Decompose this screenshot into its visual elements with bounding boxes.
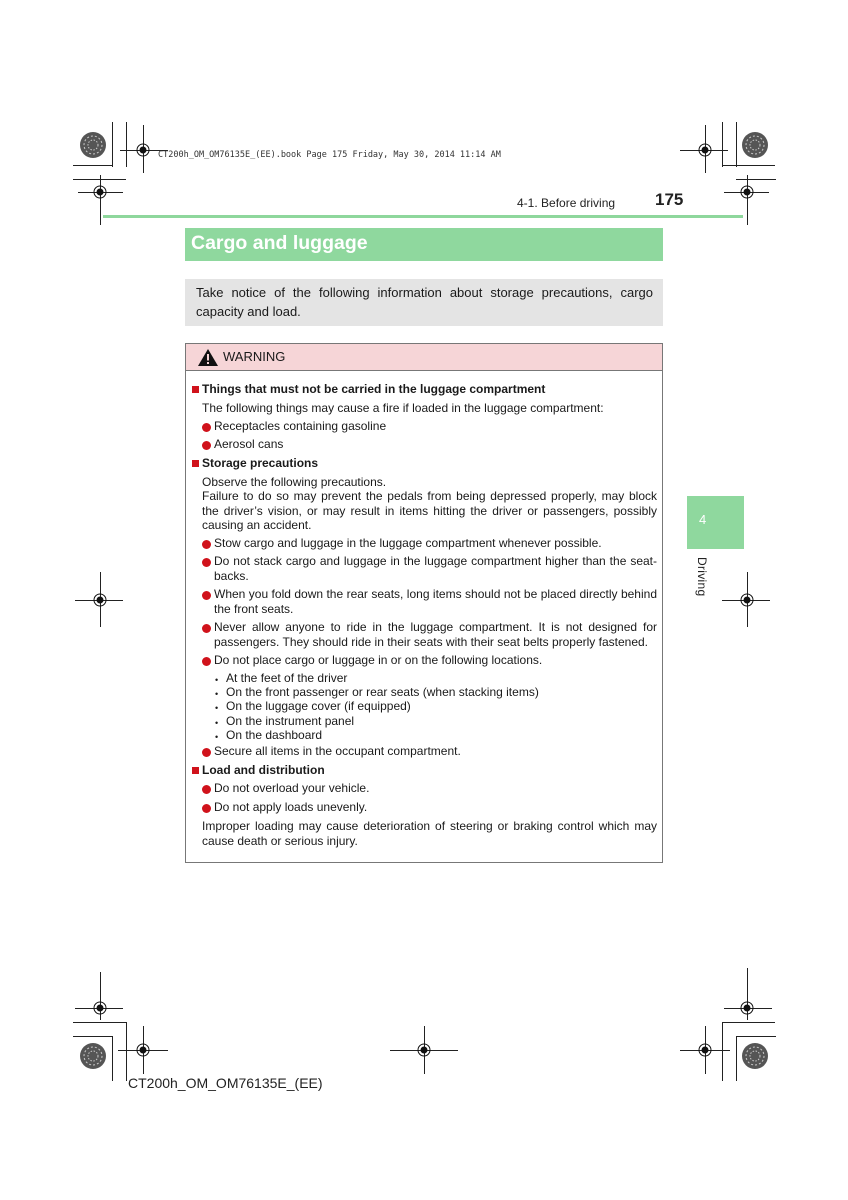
list-item: Do not apply loads unevenly. [214, 800, 368, 814]
bullet-icon [202, 558, 211, 567]
registration-mark-icon [698, 1043, 712, 1057]
sub-bullet-icon: • [215, 718, 219, 728]
bullet-icon [202, 423, 211, 432]
page-title: Cargo and luggage [191, 232, 368, 254]
bullet-icon [202, 591, 211, 600]
color-rosette-icon [741, 1042, 769, 1070]
registration-mark-icon [136, 143, 150, 157]
registration-mark-icon [93, 1001, 107, 1015]
list-item: When you fold down the rear seats, long items should not be placed directly behind the front seats. [214, 587, 657, 616]
section-heading: Load and distribution [202, 763, 325, 777]
sub-list-item: On the front passenger or rear seats (when stacking items) [226, 685, 539, 699]
list-item: Do not overload your vehicle. [214, 781, 370, 795]
color-rosette-icon [741, 131, 769, 159]
header-rule [103, 215, 743, 218]
list-item: Do not stack cargo and luggage in the luggage compartment higher than the seat-backs. [214, 554, 657, 583]
sub-bullet-icon: • [215, 689, 219, 699]
chapter-tab[interactable] [687, 496, 744, 549]
chapter-label: Driving [695, 557, 709, 597]
bullet-icon [202, 657, 211, 666]
sub-bullet-icon: • [215, 675, 219, 685]
sub-bullet-icon: • [215, 703, 219, 713]
sub-list-item: On the dashboard [226, 728, 323, 742]
section-square-icon [192, 767, 199, 774]
registration-mark-icon [740, 593, 754, 607]
sub-bullet-icon: • [215, 732, 219, 742]
registration-mark-icon [417, 1043, 431, 1057]
registration-mark-icon [136, 1043, 150, 1057]
sub-list-item: On the luggage cover (if equipped) [226, 699, 411, 713]
list-item: Never allow anyone to ride in the luggage compartment. It is not designed for passengers. They should ride in their seats with their seat belts properly fastened. [214, 620, 657, 649]
intro-notice: Take notice of the following information about storage precautions, cargo capacity and load. [185, 279, 663, 326]
footer-doc-id: CT200h_OM_OM76135E_(EE) [128, 1075, 323, 1091]
book-info-line: CT200h_OM_OM76135E_(EE).book Page 175 Friday, May 30, 2014 11:14 AM [158, 150, 501, 160]
chapter-number: 4 [699, 512, 707, 527]
warning-label: WARNING [223, 349, 286, 364]
bullet-icon [202, 785, 211, 794]
list-item: Aerosol cans [214, 437, 284, 451]
list-item: Receptacles containing gasoline [214, 419, 387, 433]
section-title: 4-1. Before driving [517, 196, 616, 210]
page-number: 175 [655, 190, 684, 209]
paragraph: The following things may cause a fire if loaded in the luggage compartment: [202, 401, 604, 415]
section-heading: Storage precautions [202, 456, 319, 470]
page-title-bar [185, 228, 663, 261]
list-item: Do not place cargo or luggage in or on the following locations. [214, 653, 543, 667]
sub-list-item: At the feet of the driver [226, 671, 348, 685]
warning-triangle-icon [198, 349, 218, 366]
bullet-icon [202, 540, 211, 549]
color-rosette-icon [79, 131, 107, 159]
bullet-icon [202, 624, 211, 633]
section-square-icon [192, 460, 199, 467]
bullet-icon [202, 748, 211, 757]
section-heading: Things that must not be carried in the luggage compartment [202, 382, 546, 396]
bullet-icon [202, 804, 211, 813]
registration-mark-icon [740, 185, 754, 199]
list-item: Secure all items in the occupant compartment. [214, 744, 461, 758]
color-rosette-icon [79, 1042, 107, 1070]
section-square-icon [192, 386, 199, 393]
registration-mark-icon [698, 143, 712, 157]
registration-mark-icon [740, 1001, 754, 1015]
paragraph: Improper loading may cause deterioration of steering or braking control which may cause death or serious injury. [202, 819, 657, 848]
warning-box [185, 343, 663, 863]
bullet-icon [202, 441, 211, 450]
list-item: Stow cargo and luggage in the luggage compartment whenever possible. [214, 536, 602, 550]
registration-mark-icon [93, 185, 107, 199]
registration-mark-icon [93, 593, 107, 607]
paragraph: Failure to do so may prevent the pedals from being depressed properly, may block the driver’s vision, or may result in items hitting the driver or passengers, possibly causing an accident. [202, 489, 657, 532]
sub-list-item: On the instrument panel [226, 714, 355, 728]
paragraph: Observe the following precautions. [202, 475, 387, 489]
warning-header [186, 344, 662, 371]
